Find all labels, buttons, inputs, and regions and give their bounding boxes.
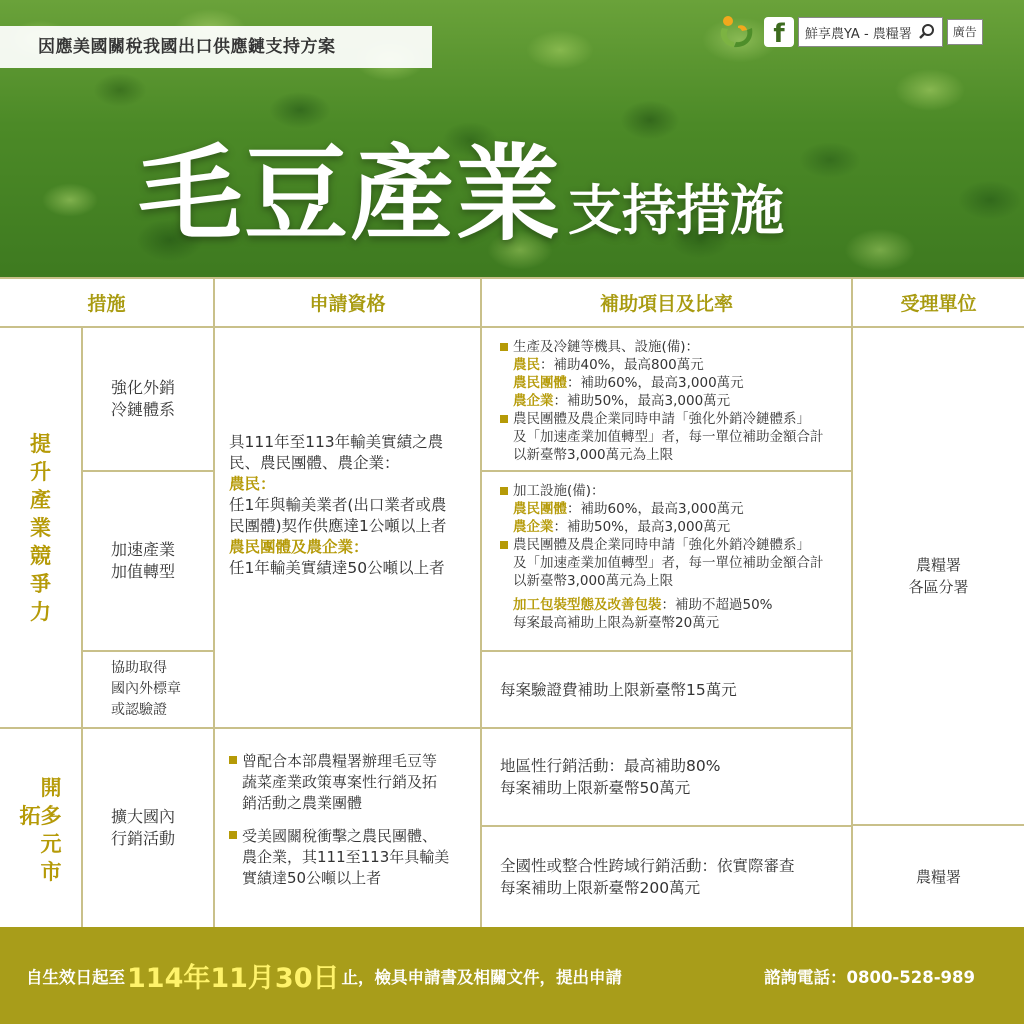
- bullet-icon: [500, 541, 508, 549]
- eligibility-competitiveness: 具111年至113年輸美實績之農 民、農民團體、農企業： 農民： 任1年與輸美業者(出口業者或農 民團體)契作供應達1公噸以上者 農民團體及農企業： 任1年輸美實績達50公噸以上者: [213, 326, 482, 729]
- measure-certification: 協助取得 國內外標章 或認驗證: [81, 650, 215, 729]
- agency-regional: 農糧署 各區分署: [851, 326, 1024, 826]
- subsidy-regional-marketing: 地區性行銷活動：最高補助80% 每案補助上限新臺幣50萬元: [480, 727, 853, 827]
- facebook-icon[interactable]: f: [764, 17, 794, 47]
- subsidy-value-added: 加工設施(備)： 農民團體：補助60%，最高3,000萬元 農企業：補助50%，最高3,000萬元 農民團體及農企業同時申請「強化外銷冷鏈體系」 及「加速產業加值轉型」者，每一單位補助金額合計 以新臺幣3,000萬元為上限 加工包裝型態及改善包裝：補助不超過50% 每案最高補助上限為新臺幣20萬元: [480, 470, 853, 652]
- measures-table: [0, 277, 1024, 927]
- eligibility-farmer-label: 農民：: [229, 475, 276, 493]
- hotline[interactable]: 諮詢電話：0800-528-989: [764, 967, 976, 987]
- agency-logo-icon: [716, 14, 760, 50]
- category-industry-competitiveness: [0, 326, 83, 729]
- agency-central: 農糧署: [851, 824, 1024, 929]
- headline-sub: 支持措施: [568, 179, 785, 242]
- headline: [138, 116, 785, 255]
- measure-cold-chain: 強化外銷 冷鏈體系: [81, 326, 215, 472]
- banner: [0, 0, 1024, 277]
- bullet-icon: [229, 831, 237, 839]
- measure-value-added: 加速產業 加值轉型: [81, 470, 215, 652]
- subsidy-certification: 每案驗證費補助上限新臺幣15萬元: [480, 650, 853, 729]
- brand-bar: [716, 14, 1012, 50]
- program-label: 因應美國關稅我國出口供應鏈支持方案: [0, 26, 432, 68]
- eligibility-group-label: 農民團體及農企業：: [229, 538, 369, 556]
- category-1-label: 提 升 產 業 競 爭 力: [30, 431, 51, 624]
- measure-domestic-marketing: 擴大國內 行銷活動: [81, 727, 215, 929]
- header-agency: 受理單位: [851, 277, 1024, 328]
- eligibility-marketing: 曾配合本部農糧署辦理毛豆等 蔬菜產業政策專案性行銷及拓 銷活動之農業團體 受美國關稅衝擊之農民團體、 農企業，其111至113年具輸美 實績達50公噸以上者: [213, 727, 482, 929]
- footer: [0, 927, 1024, 1024]
- subsidy-cold-chain: 生產及冷鏈等機具、設施(備)： 農民：補助40%，最高800萬元 農民團體：補助60%，最高3,000萬元 農企業：補助50%，最高3,000萬元 農民團體及農企業同時申請「強化外銷冷鏈體系」 及「加速產業加值轉型」者，每一單位補助金額合計 以新臺幣3,000萬元為上限: [480, 326, 853, 472]
- category-2-label: 開 拓 多 元 市: [19, 776, 62, 884]
- bullet-icon: [500, 487, 508, 495]
- header-subsidy: 補助項目及比率: [480, 277, 853, 328]
- subsidy-national-marketing: 全國性或整合性跨域行銷活動：依實際審查 每案補助上限新臺幣200萬元: [480, 825, 853, 929]
- bullet-icon: [229, 756, 237, 764]
- page-name: 鮮享農YA - 農糧署: [805, 26, 912, 42]
- search-icon[interactable]: [918, 23, 936, 41]
- header-eligibility: 申請資格: [213, 277, 482, 328]
- category-market-expansion: [0, 727, 83, 929]
- page-name-box[interactable]: [798, 17, 943, 47]
- headline-main: 毛豆產業: [138, 133, 563, 255]
- ad-tag: 廣告: [947, 19, 983, 45]
- bullet-icon: [500, 415, 508, 423]
- deadline-date: 114年11月30日: [127, 963, 340, 994]
- bullet-icon: [500, 343, 508, 351]
- header-measure: 措施: [0, 277, 215, 328]
- deadline: 自生效日起至 114年11月30日 止，檢具申請書及相關文件，提出申請: [26, 927, 622, 1024]
